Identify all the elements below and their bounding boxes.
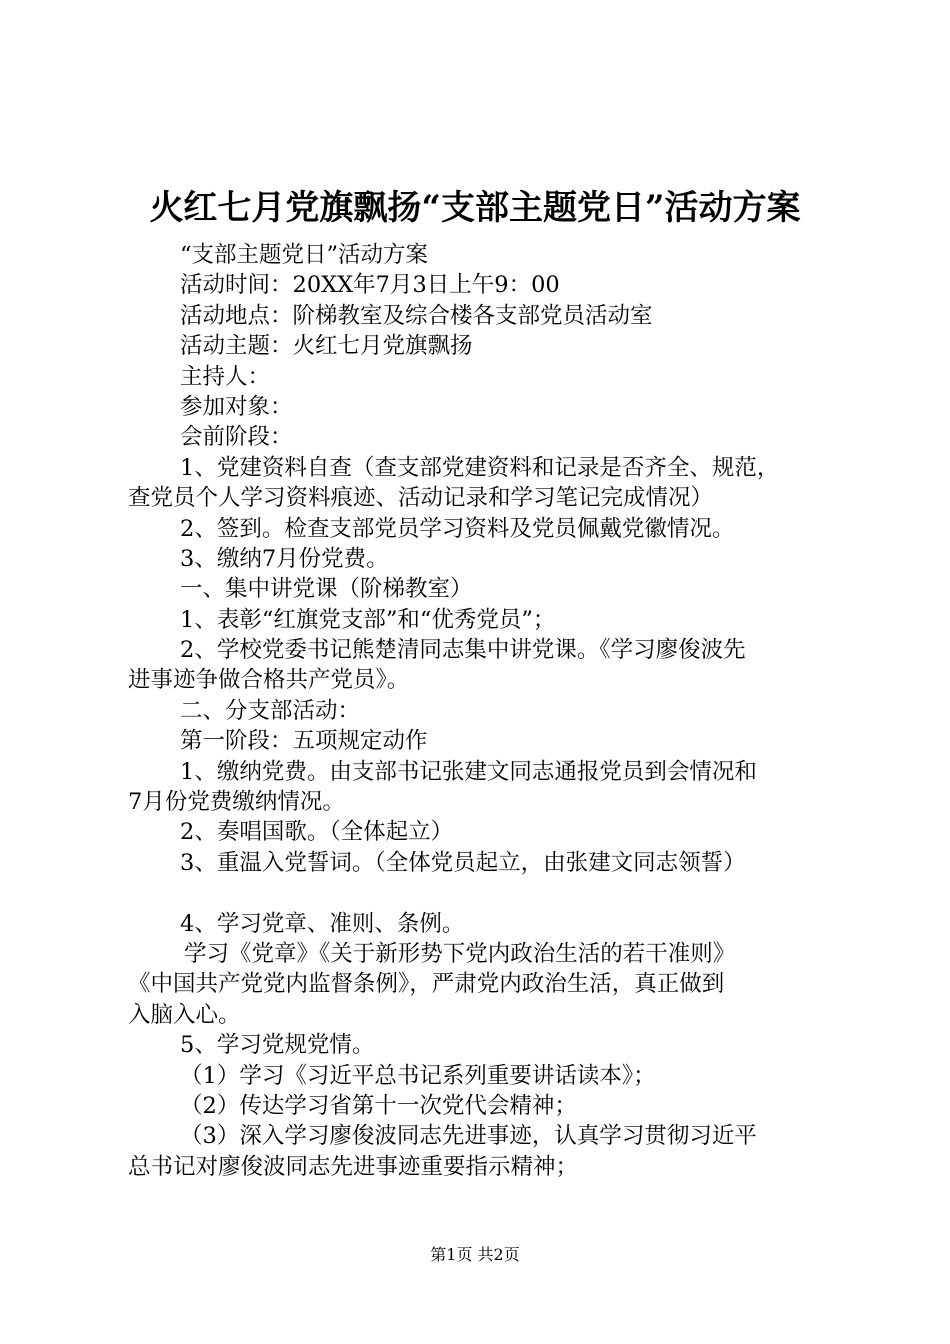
paragraph-line: 5、学习党规党情。 bbox=[180, 1032, 375, 1059]
paragraph-line: 第一阶段：五项规定动作 bbox=[180, 728, 428, 755]
paragraph-line: 7月份党费缴纳情况。 bbox=[128, 789, 345, 816]
blank-line bbox=[128, 878, 833, 908]
paragraph-line: 总书记对廖俊波同志先进事迹重要指示精神； bbox=[128, 1153, 579, 1180]
paragraph-line: 主持人： bbox=[180, 363, 271, 390]
paragraph-line: 活动主题：火红七月党旗飘扬 bbox=[180, 333, 473, 360]
paragraph-line: 4、学习党章、准则、条例。 bbox=[180, 910, 465, 937]
paragraph-line: 会前阶段： bbox=[180, 424, 293, 451]
paragraph-line: 2、学校党委书记熊楚清同志集中讲党课。《学习廖俊波先 bbox=[180, 637, 746, 664]
paragraph-line: 一、集中讲党课（阶梯教室） bbox=[180, 576, 473, 603]
paragraph-line: 3、重温入党誓词。（全体党员起立，由张建文同志领誓） bbox=[180, 849, 746, 876]
document-body bbox=[128, 240, 833, 1182]
page-footer: 第1页 共2页 bbox=[430, 1245, 520, 1264]
paragraph-line: 查党员个人学习资料痕迹、活动记录和学习笔记完成情况） bbox=[128, 485, 714, 512]
paragraph-line: 二、分支部活动： bbox=[180, 697, 361, 724]
paragraph-line: 1、缴纳党费。由支部书记张建文同志通报党员到会情况和 bbox=[180, 758, 757, 785]
paragraph-line: 1、党建资料自查（查支部党建资料和记录是否齐全、规范， bbox=[180, 454, 780, 481]
paragraph-line: 进事迹争做合格共产党员》。 bbox=[128, 667, 410, 694]
paragraph-line: 入脑入心。 bbox=[128, 1001, 241, 1028]
paragraph-line: （3）深入学习廖俊波同志先进事迹，认真学习贯彻习近平 bbox=[180, 1123, 757, 1150]
paragraph-line: 《中国共产党党内监督条例》，严肃党内政治生活，真正做到 bbox=[128, 971, 725, 998]
paragraph-line: 学习《党章》《关于新形势下党内政治生活的若干准则》 bbox=[184, 940, 736, 967]
paragraph-line: 活动地点：阶梯教室及综合楼各支部党员活动室 bbox=[180, 302, 653, 329]
paragraph-line: （1）学习《习近平总书记系列重要讲话读本》； bbox=[180, 1062, 656, 1089]
paragraph-line: 2、奏唱国歌。（全体起立） bbox=[180, 819, 454, 846]
paragraph-line: （2）传达学习省第十一次党代会精神； bbox=[180, 1092, 577, 1119]
paragraph-line: 1、表彰“红旗党支部”和“优秀党员”； bbox=[180, 606, 556, 633]
document-title: 火红七月党旗飘扬“支部主题党日”活动方案 bbox=[149, 188, 801, 228]
paragraph-line: 2、签到。检查支部党员学习资料及党员佩戴党徽情况。 bbox=[180, 515, 735, 542]
paragraph-line: 3、缴纳7月份党费。 bbox=[180, 545, 389, 572]
paragraph-line: 活动时间：20XX年7月3日上午9：00 bbox=[180, 272, 560, 299]
paragraph-line: 参加对象： bbox=[180, 393, 293, 420]
paragraph-line: “支部主题党日”活动方案 bbox=[180, 242, 429, 268]
